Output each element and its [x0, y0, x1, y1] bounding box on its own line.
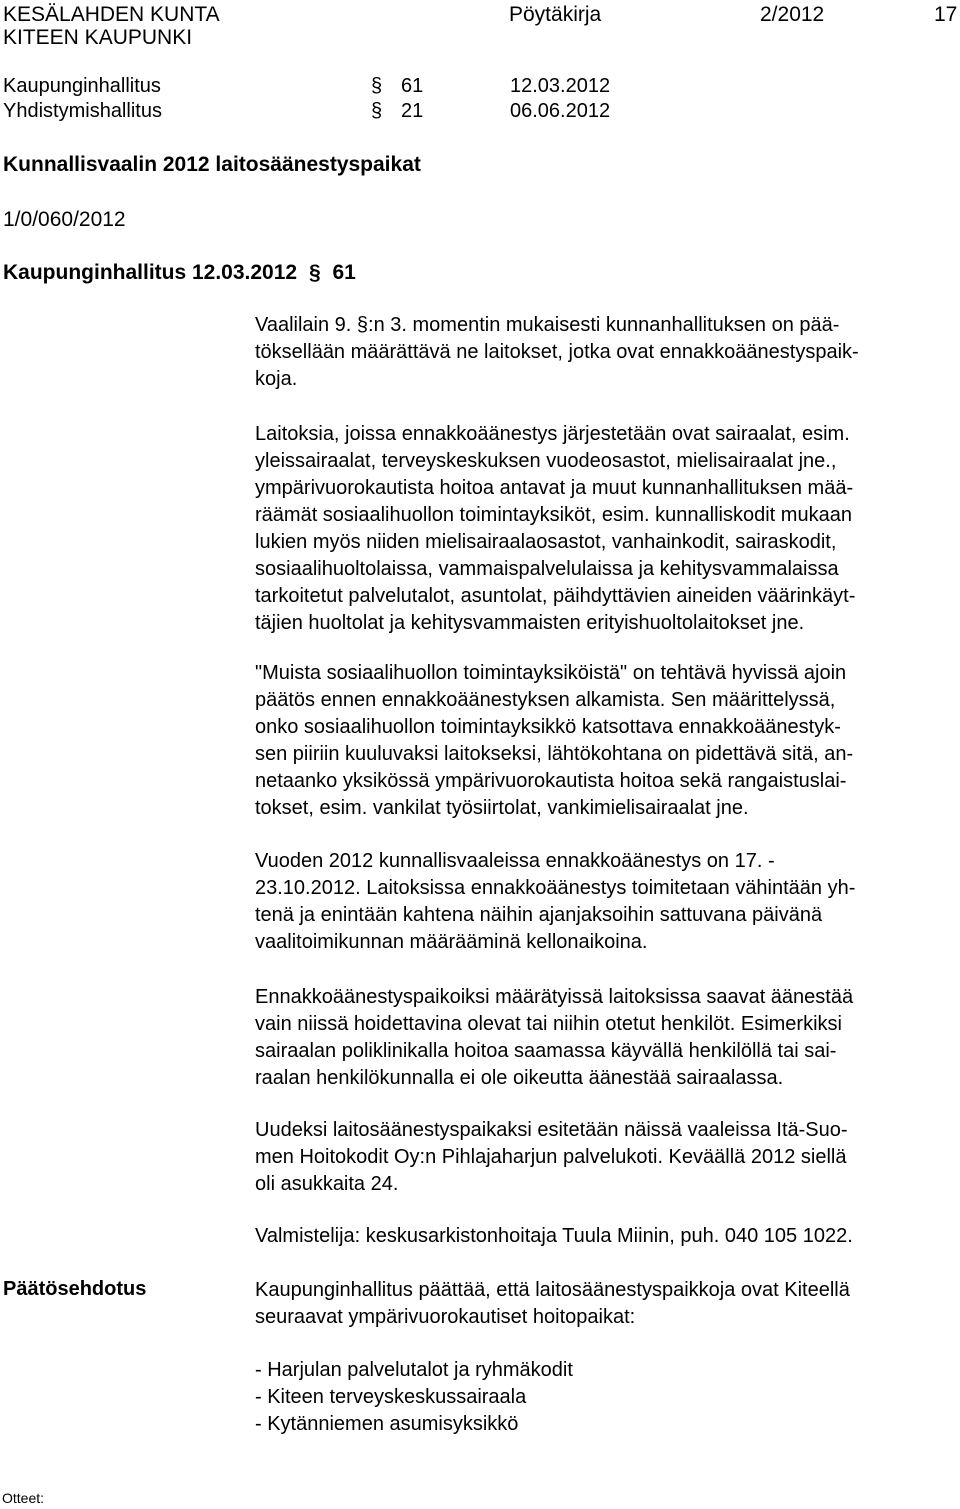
- paragraph-line: päätös ennen ennakkoäänestyksen alkamista. Sen määrittelyssä,: [255, 689, 836, 711]
- paragraph-line: "Muista sosiaalihuollon toimintayksiköistä" on tehtävä hyvissä ajoin: [255, 662, 847, 684]
- proposal-list: [255, 1357, 957, 1438]
- case-number: 1/0/060/2012: [3, 208, 126, 231]
- handling-label: Kaupunginhallitus 12.03.2012: [3, 261, 298, 284]
- meeting-body: Kaupunginhallitus: [3, 75, 161, 97]
- paragraph-line: töksellään määrättävä ne laitokset, jotka ovat ennakkoäänestyspaik-: [255, 341, 859, 363]
- paragraph-line: ympärivuorokautista hoitoa antavat ja muut kunnanhallituksen mää-: [255, 477, 854, 499]
- paragraph-line: Vaalilain 9. §:n 3. momentin mukaisesti kunnanhallituksen on pää-: [255, 314, 840, 336]
- paragraph-line: Laitoksia, joissa ennakkoäänestys järjestetään ovat sairaalat, esim.: [255, 423, 850, 445]
- section-symbol: §: [308, 261, 321, 284]
- org-name-1: KESÄLAHDEN KUNTA: [3, 3, 220, 26]
- paragraph-line: Vuoden 2012 kunnallisvaaleissa ennakkoäänestys on 17. -: [255, 850, 775, 872]
- paragraph-line: Uudeksi laitosäänestyspaikaksi esitetään näissä vaaleissa Itä-Suo-: [255, 1119, 848, 1141]
- document-number: 2/2012: [760, 3, 825, 26]
- meeting-section: 21: [401, 100, 424, 122]
- paragraph-line: 23.10.2012. Laitoksissa ennakkoäänestys toimitetaan vähintään yh-: [255, 877, 856, 899]
- paragraph-line: tokset, esim. vankilat työsiirtolat, vankimielisairaalat jne.: [255, 797, 749, 819]
- paragraph: [255, 660, 957, 822]
- paragraph-line: onko sosiaalihuollon toimintayksikkö katsottava ennakkoäänestyk-: [255, 716, 841, 738]
- list-item: - Kiteen terveyskeskussairaala: [255, 1386, 527, 1408]
- paragraph-line: Ennakkoäänestyspaikoiksi määrätyissä laitoksissa saavat äänestää: [255, 986, 854, 1008]
- paragraph-line: räämät sosiaalihuollon toimintayksiköt, esim. kunnalliskodit mukaan: [255, 504, 852, 526]
- list-item: - Kytänniemen asumisyksikkö: [255, 1413, 519, 1435]
- handling-section: 61: [332, 261, 356, 284]
- paragraph-line: men Hoitokodit Oy:n Pihlajaharjun palvelukoti. Keväällä 2012 siellä: [255, 1146, 847, 1168]
- section-symbol: §: [371, 100, 383, 122]
- paragraph-line: raalan henkilökunnalla ei ole oikeutta äänestää sairaalassa.: [255, 1067, 784, 1089]
- paragraph-line: lukien myös niiden mielisairaalaosastot, vanhainkodit, sairaskodit,: [255, 531, 837, 553]
- meeting-body: Yhdistymishallitus: [3, 100, 162, 122]
- paragraph: [255, 984, 957, 1092]
- org-name-2: KITEEN KAUPUNKI: [3, 26, 193, 49]
- meeting-section: 61: [401, 75, 424, 97]
- paragraph-line: vaalitoimikunnan määrääminä kellonaikoina.: [255, 931, 648, 953]
- proposal-text: [255, 1277, 957, 1331]
- meeting-date: 06.06.2012: [510, 100, 611, 122]
- paragraph-line: yleissairaalat, terveyskeskuksen vuodeosastot, mielisairaalat jne.,: [255, 450, 837, 472]
- paragraph: [255, 1117, 957, 1198]
- page-number: 17: [934, 3, 958, 26]
- paragraph-line: sen piiriin kuuluvaksi laitokseksi, lähtökohtana on pidettävä sitä, an-: [255, 743, 854, 765]
- paragraph: [255, 312, 957, 393]
- handling-line: [3, 260, 356, 286]
- paragraph-line: sosiaalihuoltolaissa, vammaispalvelulaissa ja kehitysvammalaissa: [255, 558, 839, 580]
- list-item: - Harjulan palvelutalot ja ryhmäkodit: [255, 1359, 573, 1381]
- paragraph-line: tarkoitetut palvelutalot, asuntolat, päihdyttävien aineiden väärinkäyt-: [255, 585, 856, 607]
- paragraph-line: vain niissä hoidettavina olevat tai niihin otetut henkilöt. Esimerkiksi: [255, 1013, 842, 1035]
- preparer-line: [255, 1223, 957, 1250]
- paragraph-line: netaanko yksikössä ympärivuorokautista hoitoa sekä rangaistuslai-: [255, 770, 847, 792]
- paragraph-line: täjien huoltolat ja kehitysvammaisten erityishuoltolaitokset jne.: [255, 612, 805, 634]
- paragraph-line: sairaalan poliklinikalla hoitoa saamassa käyvällä henkilöllä tai sai-: [255, 1040, 837, 1062]
- paragraph: [255, 421, 957, 637]
- proposal-label: Päätösehdotus: [3, 1278, 147, 1300]
- footer-label: Otteet:: [2, 1490, 45, 1506]
- main-title: Kunnallisvaalin 2012 laitosäänestyspaikat: [3, 153, 421, 176]
- meeting-date: 12.03.2012: [510, 75, 611, 97]
- paragraph-line: Valmistelija: keskusarkistonhoitaja Tuula Miinin, puh. 040 105 1022.: [255, 1225, 853, 1247]
- paragraph-line: Kaupunginhallitus päättää, että laitosäänestyspaikkoja ovat Kiteellä: [255, 1279, 850, 1301]
- section-symbol: §: [371, 75, 383, 97]
- paragraph-line: oli asukkaita 24.: [255, 1173, 399, 1195]
- paragraph-line: seuraavat ympärivuorokautiset hoitopaikat:: [255, 1306, 636, 1328]
- paragraph-line: tenä ja enintään kahtena näihin ajanjaksoihin sattuvana päivänä: [255, 904, 823, 926]
- paragraph: [255, 848, 957, 956]
- paragraph-line: koja.: [255, 368, 298, 390]
- document-type: Pöytäkirja: [509, 3, 602, 26]
